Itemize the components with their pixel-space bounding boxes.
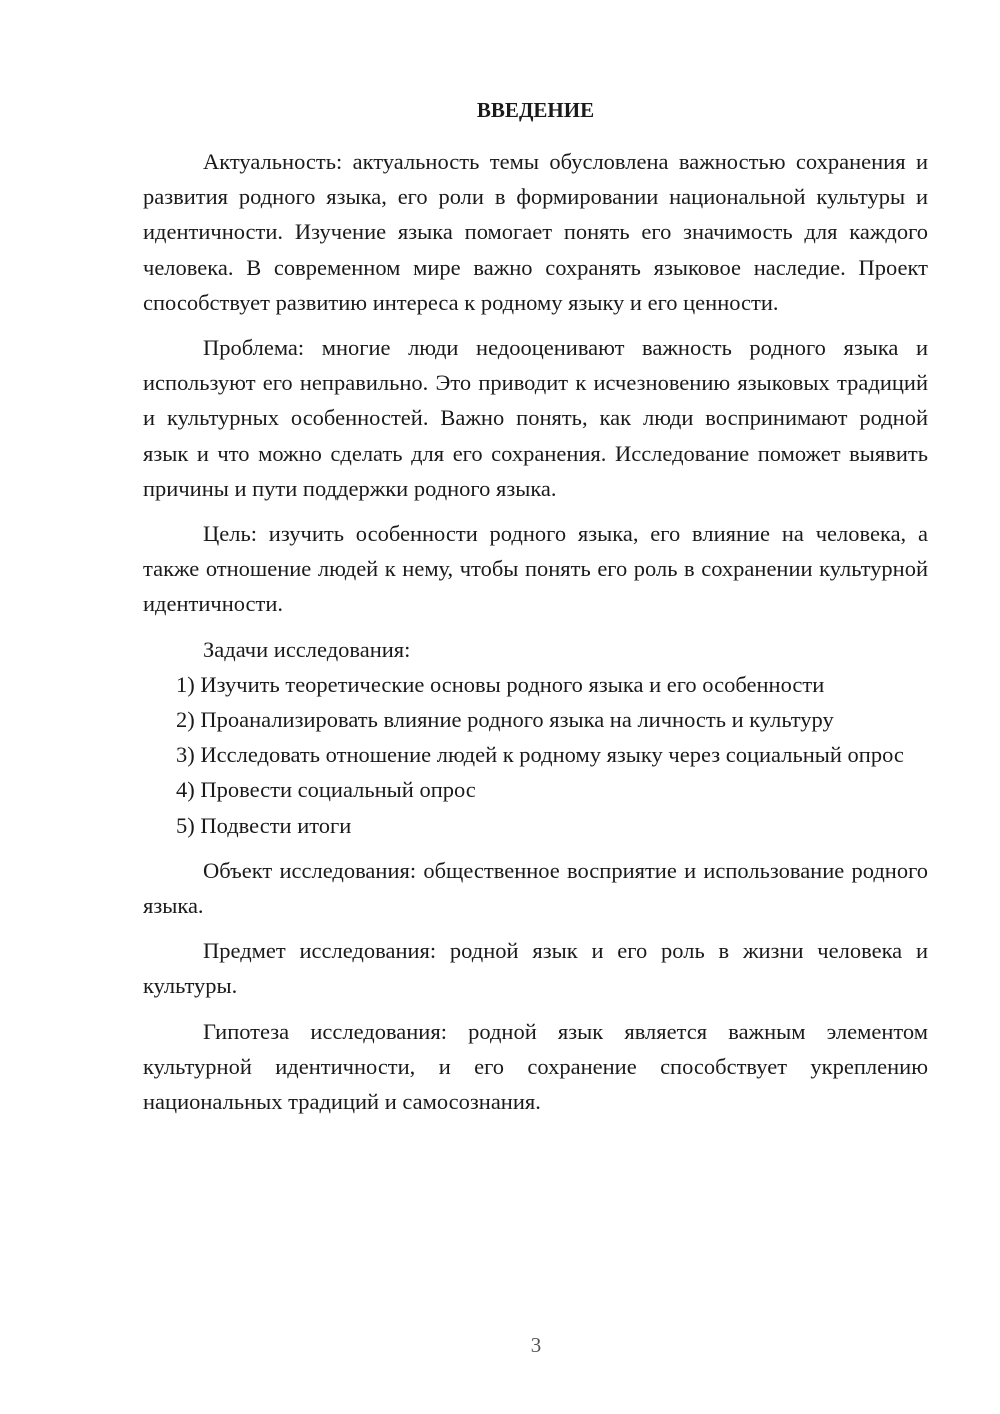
paragraph-relevance: Актуальность: актуальность темы обусловлена важностью сохранения и развития родного языка, его роли в формировании национальной культуры и идентичности. Изучение языка помогает понять его значимость для каждого человека. В современном мире важно сохранять языковое наследие. Проект способствует развитию интереса к родному языку и его ценности. [143, 149, 928, 315]
document-page [143, 94, 928, 1119]
page-title: ВВЕДЕНИЕ [476, 98, 595, 122]
paragraph-hypothesis: Гипотеза исследования: родной язык является важным элементом культурной идентичности, и его сохранение способствует укреплению национальных традиций и самосознания. [143, 1018, 928, 1115]
task-item-2: 2) Проанализировать влияние родного языка на личность и культуру [176, 707, 834, 733]
task-item-3: 3) Исследовать отношение людей к родному языку через социальный опрос [176, 742, 904, 768]
task-item-4: 4) Провести социальный опрос [176, 777, 476, 803]
task-item-5: 5) Подвести итоги [176, 812, 352, 838]
paragraph-goal: Цель: изучить особенности родного языка, его влияние на человека, а также отношение людей к нему, чтобы понять его роль в сохранении культурной идентичности. [143, 521, 928, 617]
paragraph-problem: Проблема: многие люди недооценивают важность родного языка и используют его неправильно. Это приводит к исчезновению языковых традиций и культурных особенностей. Важно понять, как люди воспринимают родной язык и что можно сделать для его сохранения. Исследование поможет выявить причины и пути поддержки родного языка. [143, 335, 928, 501]
paragraph-object: Объект исследования: общественное восприятие и использование родного языка. [143, 857, 928, 919]
paragraph-subject: Предмет исследования: родной язык и его роль в жизни человека и культуры. [143, 938, 928, 999]
page-number: 3 [530, 1333, 542, 1357]
task-item-1: 1) Изучить теоретические основы родного языка и его особенности [176, 671, 825, 697]
tasks-heading: Задачи исследования: [203, 636, 411, 662]
